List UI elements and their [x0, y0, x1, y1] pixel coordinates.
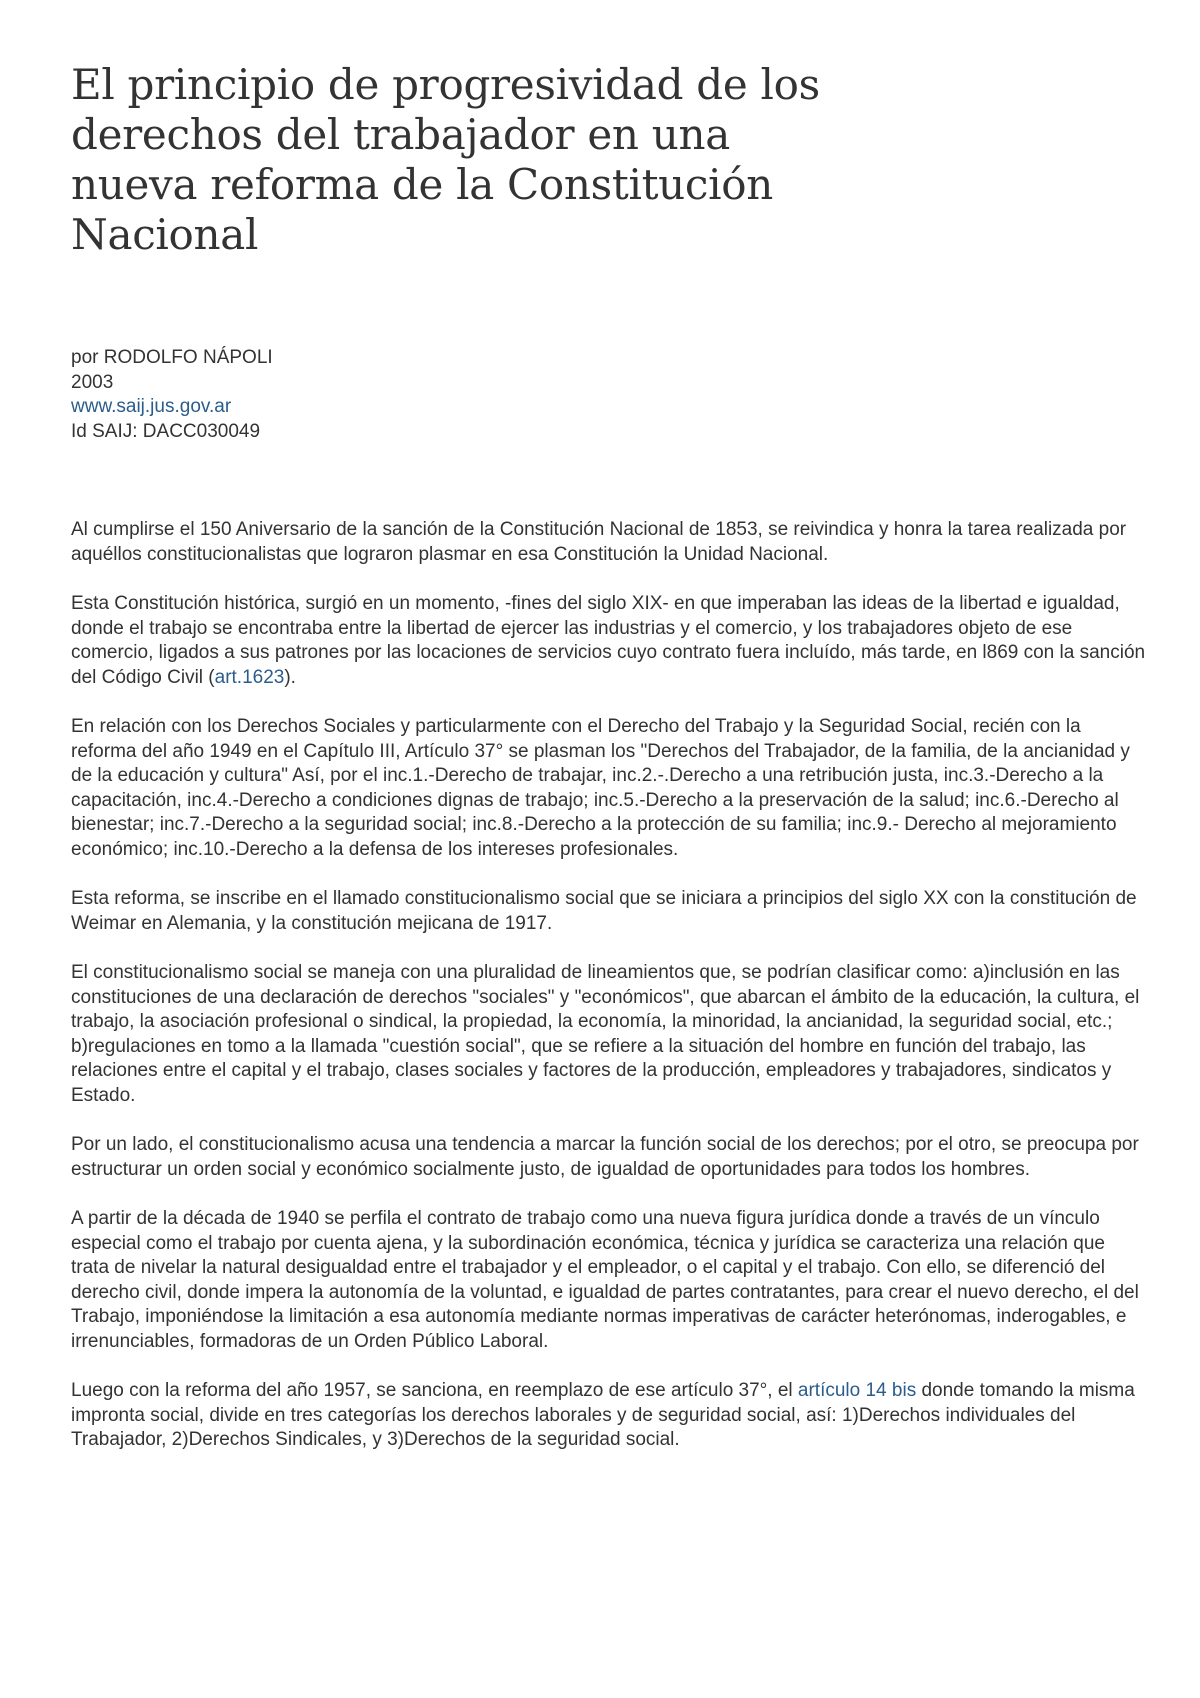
paragraph-6: Por un lado, el constitucionalismo acusa una tendencia a marcar la función social de los derechos; por el otro, se preocupa por estructurar un orden social y económico socialmente justo, de igualdad de oportunidades para todos los hombres. — [71, 1134, 1139, 1180]
paragraph-3: En relación con los Derechos Sociales y particularmente con el Derecho del Trabajo y la Seguridad Social, recién con la reforma del año 1949 en el Capítulo III, Artículo 37° se plasman los "Derechos del Trabajador, de la familia, de la ancianidad y de la educación y cultura" Así, por el inc.1.-Derecho de trabajar, inc.2.-.Derecho a una retribución justa, inc.3.-Derecho a la capacitación, inc.4.-Derecho a condiciones dignas de trabajo; inc.5.-Derecho a la preservación de la salud; inc.6.-Derecho al bienestar; inc.7.-Derecho a la seguridad social; inc.8.-Derecho a la protección de su familia; inc.9.- Derecho al mejoramiento económico; inc.10.-Derecho a la defensa de los intereses profesionales. — [71, 716, 1130, 860]
paragraph-2-text-before: Esta Constitución histórica, surgió en un momento, -fines del siglo XIX- en que imperaban las ideas de la libertad e igualdad, donde el trabajo se encontraba entre la libertad de ejercer las industrias y el comercio, y los trabajadores objeto de ese comercio, ligados a sus patrones por las locaciones de servicios cuyo contrato fuera incluído, más tarde, en l869 con la sanción del Código Civil ( — [71, 593, 1146, 688]
saij-site-link[interactable]: www.saij.jus.gov.ar — [71, 396, 232, 417]
articulo-14-bis-link[interactable]: artículo 14 bis — [797, 1380, 917, 1401]
author-line: por RODOLFO NÁPOLI — [71, 347, 273, 368]
paragraph-8-text-after: donde tomando la misma impronta social, divide en tres categorías los derechos laborales y de seguridad social, así: 1)Derechos individuales del Trabajador, 2)Derechos Sindicales, y 3)Derechos de la seguridad social. — [71, 1380, 1135, 1450]
publication-year: 2003 — [71, 371, 114, 393]
article-title: El principio de progresividad de los derechos del trabajador en una nueva reforma de la Constitución Nacional — [71, 60, 820, 259]
art-1623-link[interactable]: art.1623 — [214, 666, 285, 688]
paragraph-8 — [71, 1379, 1146, 1453]
paragraph-2 — [71, 592, 1146, 690]
paragraph-5: El constitucionalismo social se maneja con una pluralidad de lineamientos que, se podrían clasificar como: a)inclusión en las constituciones de una declaración de derechos "sociales" y "económicos", que abarcan el ámbito de la educación, la cultura, el trabajo, la asociación profesional o sindical, la propiedad, la economía, la minoridad, la ancianidad, la seguridad social, etc.; b)regulaciones en tomo a la llamada "cuestión social", que se refiere a la situación del hombre en función del trabajo, las relaciones entre el capital y el trabajo, clases sociales y factores de la producción, empleadores y trabajadores, sindicatos y Estado. — [71, 962, 1140, 1106]
saij-id: Id SAIJ: DACC030049 — [71, 420, 261, 442]
article-body — [71, 518, 1146, 1453]
paragraph-8-text-before: Luego con la reforma del año 1957, se sanciona, en reemplazo de ese artículo 37°, el — [71, 1380, 798, 1401]
article-meta — [71, 346, 1146, 444]
document-page — [71, 60, 1146, 1478]
paragraph-7: A partir de la década de 1940 se perfila el contrato de trabajo como una nueva figura jurídica donde a través de un vínculo especial como el trabajo por cuenta ajena, y la subordinación económica, técnica y jurídica se caracteriza una relación que trata de nivelar la natural desigualdad entre el trabajador y el empleador, o el capital y el trabajo. Con ello, se diferenció del derecho civil, donde impera la autonomía de la voluntad, e igualdad de partes contratantes, para crear el nuevo derecho, el del Trabajo, imponiéndose la limitación a esa autonomía mediante normas imperativas de carácter heterónomas, inderogables, e irrenunciables, formadoras de un Orden Público Laboral. — [71, 1208, 1139, 1352]
paragraph-4: Esta reforma, se inscribe en el llamado constitucionalismo social que se iniciara a principios del siglo XX con la constitución de Weimar en Alemania, y la constitución mejicana de 1917. — [71, 888, 1137, 934]
paragraph-1: Al cumplirse el 150 Aniversario de la sanción de la Constitución Nacional de 1853, se reivindica y honra la tarea realizada por aquéllos constitucionalistas que lograron plasmar en esa Constitución la Unidad Nacional. — [71, 519, 1127, 565]
paragraph-2-text-after: ). — [284, 666, 296, 688]
